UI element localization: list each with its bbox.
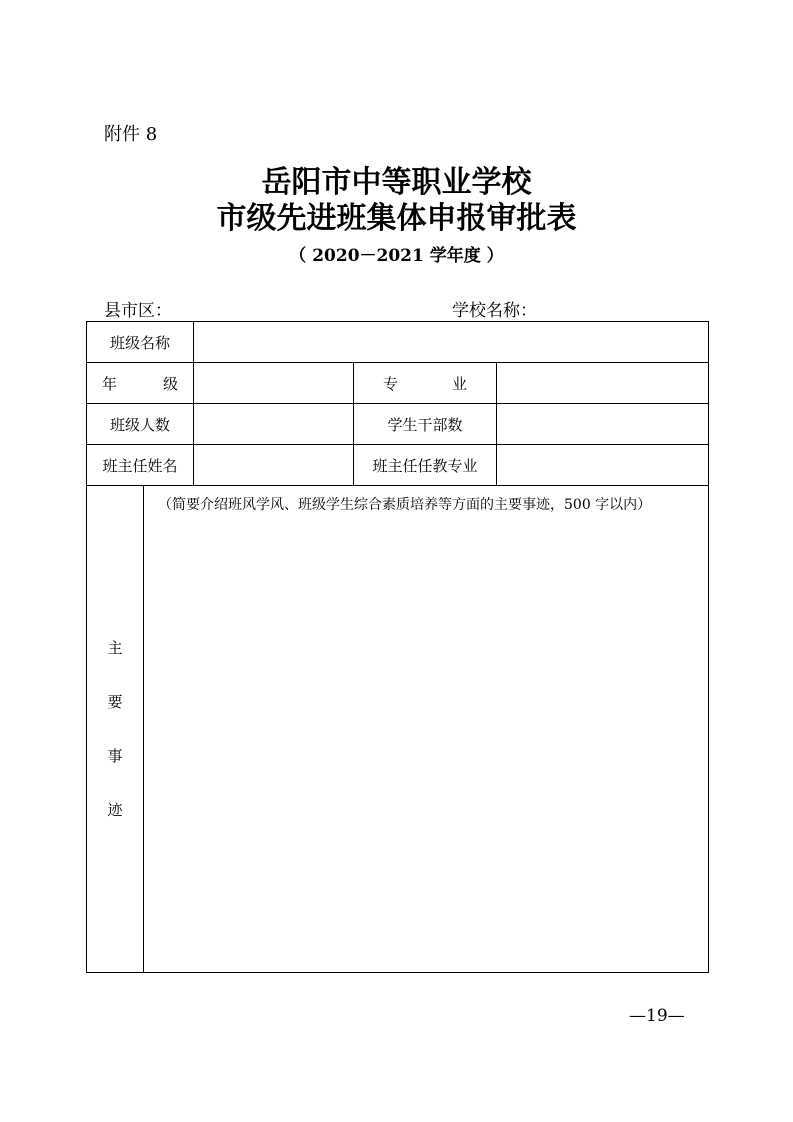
teacher-subject-label: 班主任任教专业: [354, 445, 497, 486]
grade-label: [87, 363, 194, 404]
school-name-label: 学校名称：: [452, 301, 537, 321]
teacher-name-label: 班主任姓名: [87, 445, 194, 486]
main-deeds-char: 迹: [107, 801, 123, 819]
student-cadres-cell[interactable]: [497, 404, 709, 445]
grade-cell[interactable]: [194, 363, 354, 404]
page-title-line1: 岳阳市中等职业学校: [261, 165, 532, 200]
major-cell[interactable]: [497, 363, 709, 404]
main-deeds-cell[interactable]: [144, 486, 709, 973]
application-form-table: [86, 321, 709, 973]
class-name-label: 班级名称: [87, 322, 194, 363]
class-size-cell[interactable]: [194, 404, 354, 445]
table-row: [87, 445, 709, 486]
main-deeds-label: [87, 486, 144, 973]
table-row: [87, 404, 709, 445]
table-row: [87, 322, 709, 363]
grade-label-char2: 级: [163, 374, 179, 393]
teacher-subject-cell[interactable]: [497, 445, 709, 486]
table-row: [87, 486, 709, 973]
main-deeds-char: 要: [107, 693, 123, 711]
class-size-label: 班级人数: [87, 404, 194, 445]
main-deeds-hint: （简要介绍班风学风、班级学生综合素质培养等方面的主要事迹，500 字以内）: [158, 497, 652, 513]
major-label: [354, 363, 497, 404]
major-label-char1: 专: [383, 374, 399, 393]
grade-label-char1: 年: [101, 374, 117, 393]
county-label: 县市区：: [104, 301, 172, 321]
student-cadres-label: 学生干部数: [354, 404, 497, 445]
table-row: [87, 363, 709, 404]
main-deeds-char: 事: [107, 747, 123, 765]
page-title-line2: 市级先进班集体申报审批表: [216, 201, 577, 236]
teacher-name-cell[interactable]: [194, 445, 354, 486]
attachment-label: 附件 8: [104, 124, 158, 145]
page-number: —19—: [629, 1006, 685, 1026]
major-label-char2: 业: [452, 374, 468, 393]
main-deeds-char: 主: [107, 639, 123, 657]
class-name-cell[interactable]: [194, 322, 709, 363]
academic-year: （ 2020－2021 学年度 ）: [289, 246, 504, 266]
